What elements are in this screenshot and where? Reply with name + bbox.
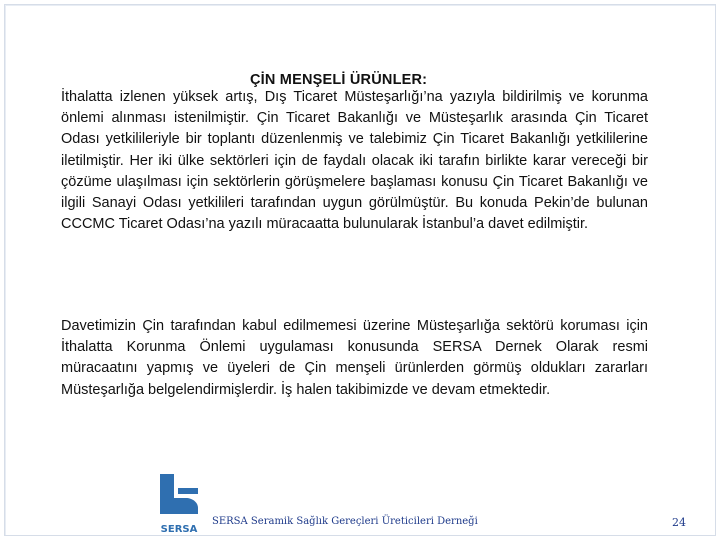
paragraph-2: Davetimizin Çin tarafından kabul edilmemesi üzerine Müsteşarlığa sektörü koruması için İthalatta Korunma Önlemi uygulaması konusunda SERSA Dernek Olarak resmi müracaatını yapmış ve üyeleri de Çin menşeli ürünlerden görmüş oldukları zararları Müsteşarlığa belgelendirmişlerdir. İş halen takibimizde ve devam etmektedir. bbox=[61, 318, 648, 398]
paragraph-1: İthalatta izlenen yüksek artış, Dış Ticaret Müsteşarlığı’na yazıyla bildirilmiş ve korunma önlemi alınması istenilmiştir. Çin Ticaret Bakanlığı ve Müsteşarlık arasında Çin Ticaret Odası yetkilileriyle bir toplantı düzenlenmiş ve talebimiz Çin Ticaret Bakanlığı yetkililerine iletilmiştir. Her iki ülke sektörleri için de faydalı olacak iki tarafın birlikte karar vereceği bir çözüme ulaşılması için sektörlerin görüşmelere başlaması konusu Çin Ticaret Bakanlığı ve ilgili Sanayi Odası yetkilileri tarafından uygun görülmüştür. Bu konuda Pekin’de bulunan CCCMC Ticaret Odası’na yazılı müracaatta bulunularak İstanbul’a davet edilmiştir. bbox=[61, 89, 648, 233]
footer-organization: SERSA Seramik Sağlık Gereçleri Üreticileri Derneği bbox=[212, 516, 478, 527]
logo-bar-left bbox=[160, 474, 174, 514]
logo-bar-top bbox=[178, 488, 198, 494]
sersa-logo bbox=[158, 474, 200, 538]
slide-title: ÇİN MENŞELİ ÜRÜNLER: bbox=[250, 72, 428, 88]
page-number: 24 bbox=[672, 516, 686, 529]
logo-text: SERSA bbox=[160, 524, 198, 535]
logo-curve bbox=[174, 498, 198, 514]
